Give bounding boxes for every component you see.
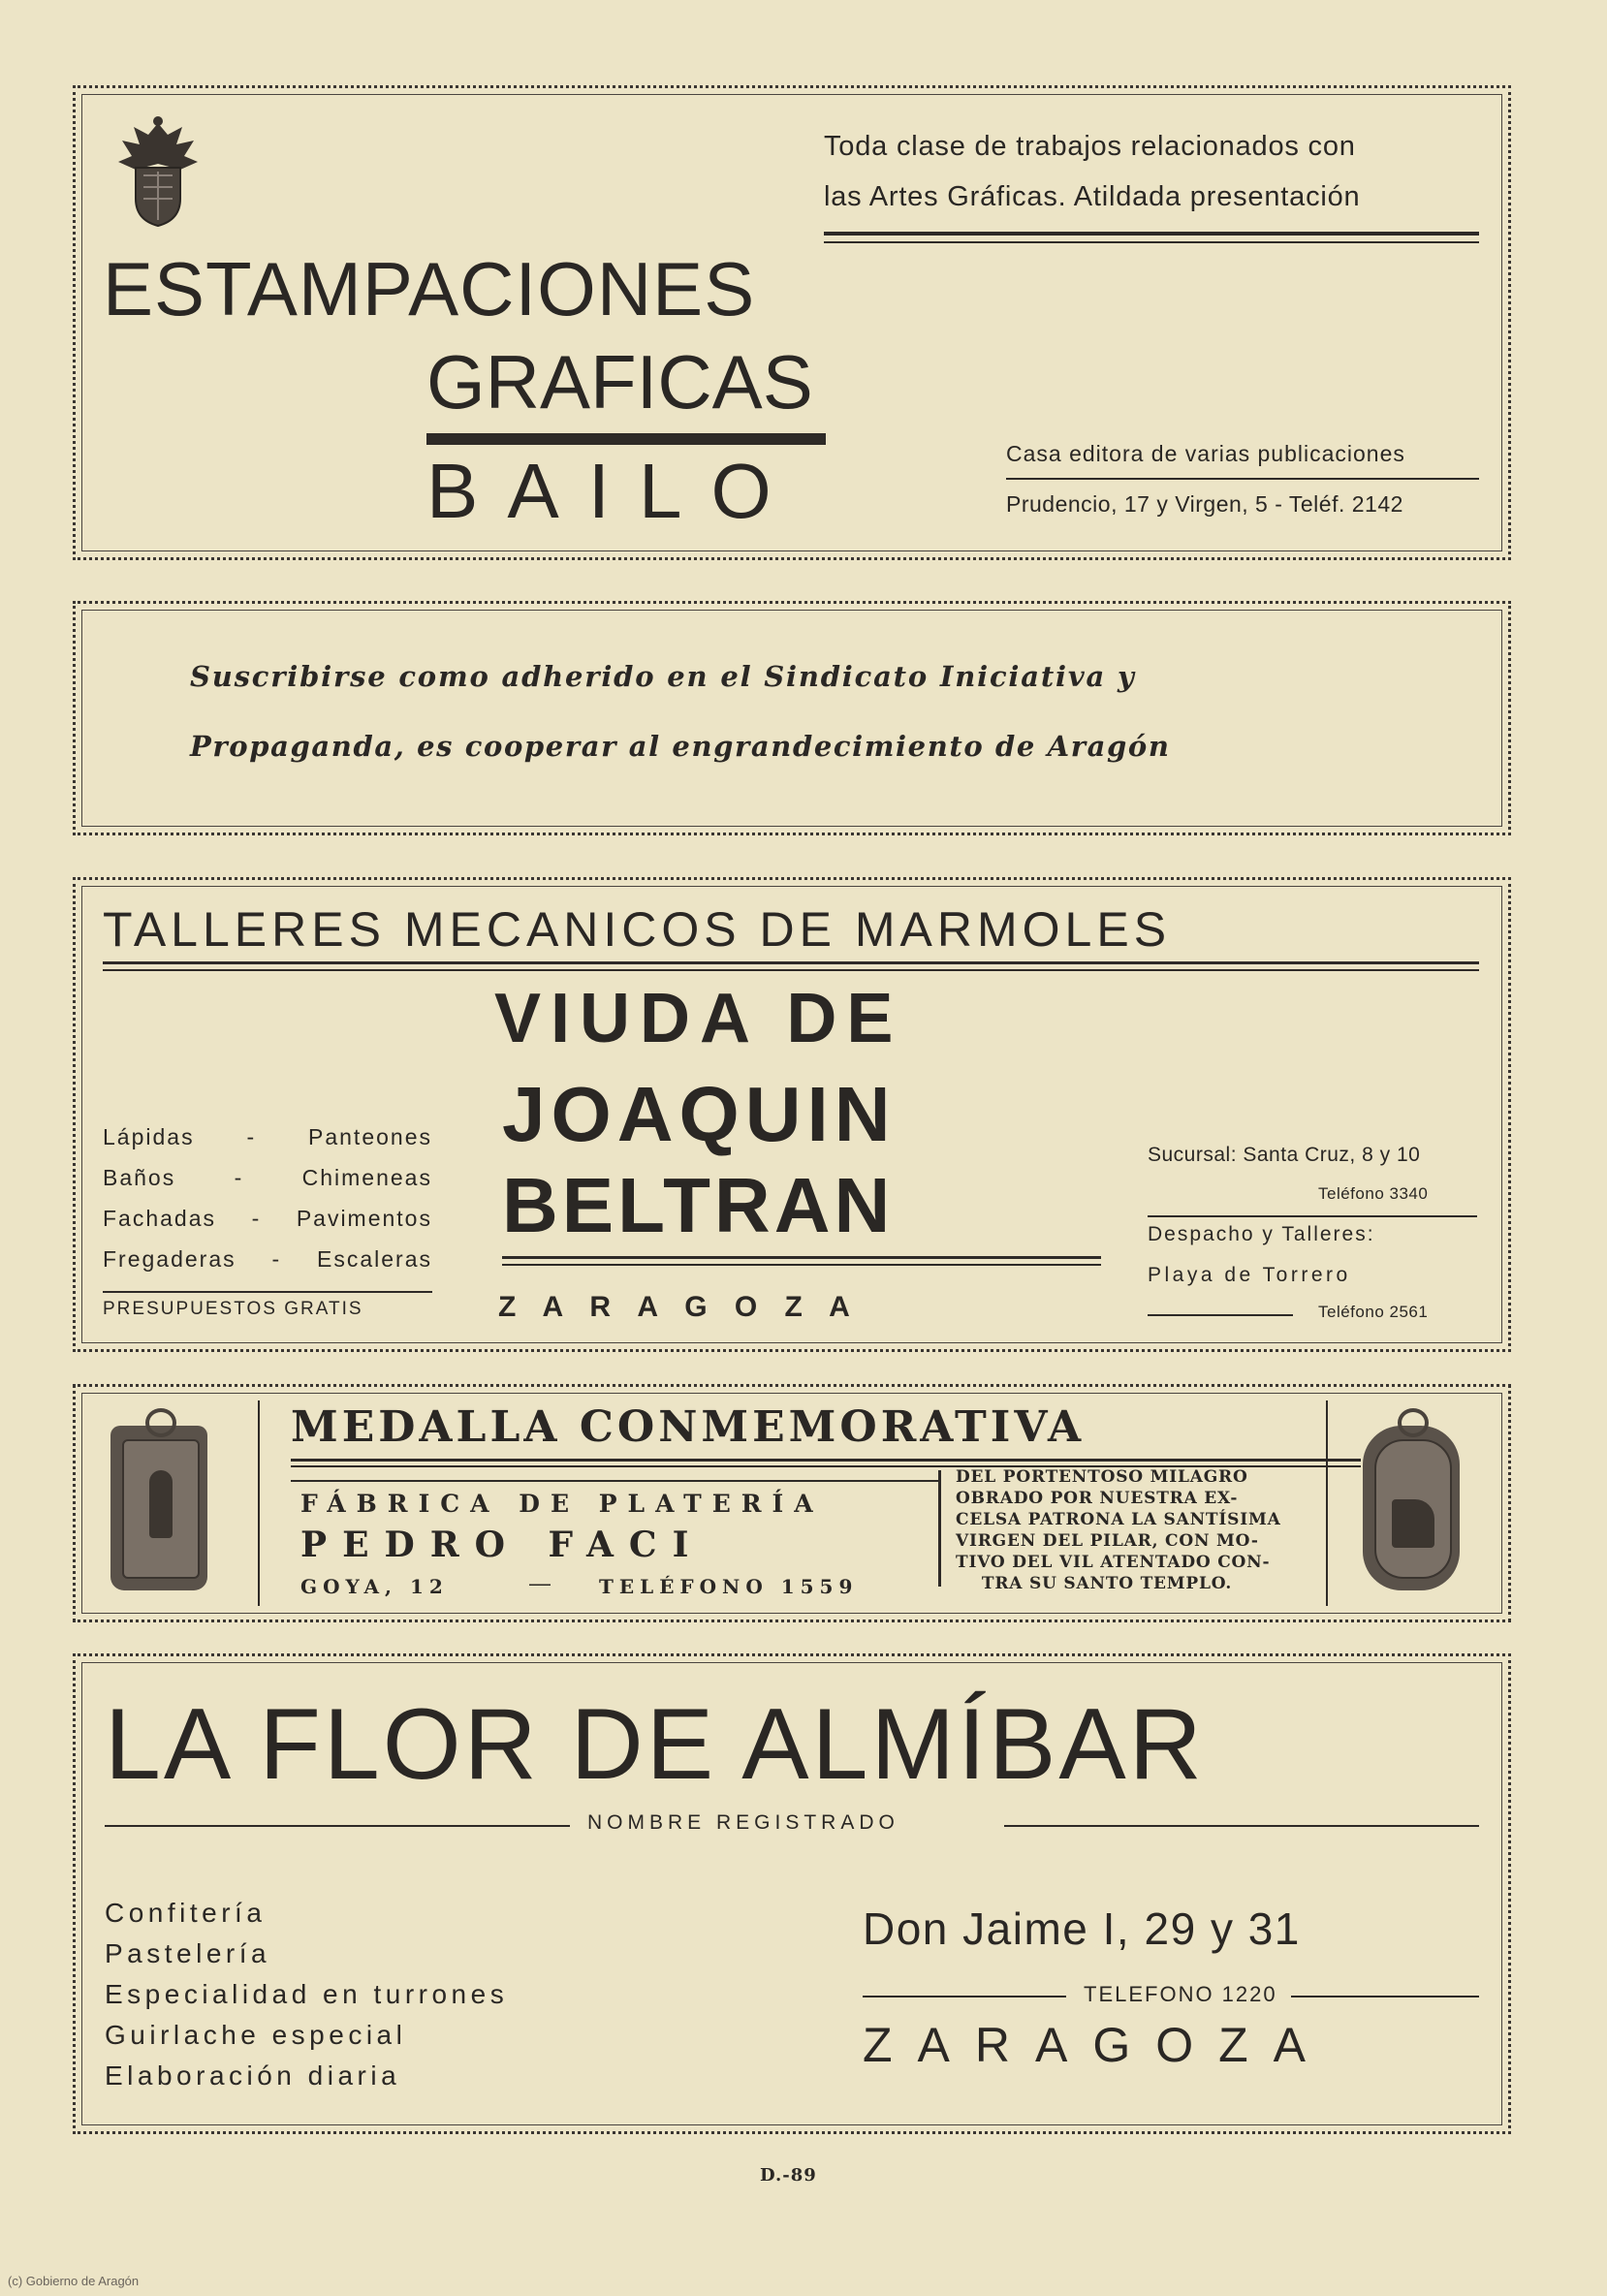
ad-medalla <box>73 1384 1511 1622</box>
tagline-line2: las Artes Gráficas. Atildada presentación <box>824 181 1361 212</box>
description-line: DEL PORTENTOSO MILAGRO <box>956 1467 1248 1487</box>
medal-figure <box>1392 1499 1434 1548</box>
address-text: Prudencio, 17 y Virgen, 5 - Teléf. 2142 <box>1006 491 1403 517</box>
factory-text: FÁBRICA DE PLATERÍA <box>300 1490 824 1518</box>
almibar-phone: TELEFONO 1220 <box>1084 1982 1277 2006</box>
service-dash: - <box>246 1124 257 1149</box>
office-phone: Teléfono 2561 <box>1318 1303 1429 1321</box>
almibar-title: LA FLOR DE ALMÍBAR <box>105 1688 1205 1801</box>
service-row <box>103 1198 432 1239</box>
services-rule <box>103 1291 432 1293</box>
heading-rule-2 <box>103 969 1479 971</box>
heading-rule-1 <box>103 961 1479 964</box>
service-row <box>103 1157 432 1198</box>
basilica-medal-icon <box>1363 1426 1460 1590</box>
medal-face <box>122 1439 200 1579</box>
product-item: Confitería <box>105 1898 267 1928</box>
factory-dash: — <box>529 1571 551 1595</box>
heraldic-eagle-crest-icon <box>105 115 211 230</box>
firm-name-3: BELTRAN <box>502 1162 895 1248</box>
medalla-description <box>956 1466 1281 1594</box>
owner-text: PEDRO FACI <box>300 1525 705 1565</box>
sindicato-line1: Suscribirse como adherido en el Sindicato Iniciativa y <box>190 660 1136 693</box>
branch-text: Sucursal: Santa Cruz, 8 y 10 <box>1148 1144 1421 1166</box>
firm-name-2: JOAQUIN <box>502 1071 897 1157</box>
branch-rule <box>1148 1215 1477 1217</box>
left-divider <box>258 1400 260 1606</box>
medalla-title: MEDALLA CONMEMORATIVA <box>291 1402 1086 1452</box>
title-rule-1 <box>291 1459 1361 1462</box>
service-name: Fregaderas <box>103 1246 236 1272</box>
medal-figure <box>149 1470 173 1538</box>
corner-rule-h <box>291 1480 938 1482</box>
medal-face <box>1374 1439 1452 1579</box>
company-name-line1: ESTAMPACIONES <box>103 246 756 331</box>
service-name: Baños <box>103 1165 176 1190</box>
firm-name-1: VIUDA DE <box>494 980 903 1057</box>
description-line: TIVO DEL VIL ATENTADO CON- <box>956 1553 1271 1572</box>
corner-rule-v <box>938 1470 941 1587</box>
description-line: CELSA PATRONA LA SANTÍSIMA <box>956 1510 1281 1529</box>
ad-sindicato <box>73 601 1511 835</box>
product-item: Pastelería <box>105 1938 271 1968</box>
ad-estampaciones-bailo <box>73 85 1511 560</box>
company-name-line2: GRAFICAS <box>426 339 813 425</box>
office-place: Playa de Torrero <box>1148 1264 1351 1286</box>
product-item: Guirlache especial <box>105 2020 407 2050</box>
firm-rule-2 <box>502 1264 1101 1266</box>
branch-phone: Teléfono 3340 <box>1318 1184 1429 1203</box>
registered-rule-left <box>105 1825 570 1827</box>
sindicato-line2: Propaganda, es cooperar al engrandecimiento de Aragón <box>190 730 1171 763</box>
service-row <box>103 1239 432 1279</box>
publisher-text: Casa editora de varias publicaciones <box>1006 441 1405 466</box>
registered-rule-right <box>1004 1825 1479 1827</box>
service-name: Panteones <box>308 1124 432 1149</box>
registered-text: NOMBRE REGISTRADO <box>587 1811 899 1834</box>
service-dash: - <box>271 1246 282 1272</box>
quote-text: PRESUPUESTOS GRATIS <box>103 1299 363 1319</box>
service-name: Lápidas <box>103 1124 195 1149</box>
virgin-medal-icon <box>110 1426 207 1590</box>
factory-address: GOYA, 12 <box>300 1575 449 1598</box>
company-name-line3: BAILO <box>426 448 801 534</box>
publisher-rule <box>1006 478 1479 480</box>
service-name: Escaleras <box>317 1246 432 1272</box>
service-name: Pavimentos <box>296 1206 432 1231</box>
description-line: TRA SU SANTO TEMPLO. <box>981 1574 1233 1593</box>
almibar-address: Don Jaime I, 29 y 31 <box>863 1903 1301 1954</box>
company-name-underline <box>426 433 826 445</box>
right-divider <box>1326 1400 1328 1606</box>
almibar-city: ZARAGOZA <box>863 2018 1332 2072</box>
talleres-heading: TALLERES MECANICOS DE MARMOLES <box>103 902 1172 957</box>
tagline-line1: Toda clase de trabajos relacionados con <box>824 131 1356 162</box>
firm-rule-1 <box>502 1256 1101 1259</box>
factory-phone: TELÉFONO 1559 <box>599 1575 859 1598</box>
service-row <box>103 1117 432 1157</box>
copyright-text: (c) Gobierno de Aragón <box>8 2274 140 2288</box>
service-name: Fachadas <box>103 1206 217 1231</box>
tagline-rule-2 <box>824 241 1479 243</box>
medal-ring <box>1398 1408 1429 1437</box>
firm-city: Z A R A G O Z A <box>498 1291 860 1323</box>
medal-ring <box>145 1408 176 1437</box>
service-dash: - <box>234 1165 244 1190</box>
products-list <box>105 1893 508 2096</box>
tagline-rule-1 <box>824 232 1479 236</box>
services-list <box>103 1117 432 1279</box>
phone-rule-right <box>1291 1996 1479 1997</box>
ad-talleres-marmoles <box>73 877 1511 1352</box>
description-line: VIRGEN DEL PILAR, CON MO- <box>956 1531 1259 1551</box>
phone-rule-left <box>863 1996 1066 1997</box>
ad-flor-almibar <box>73 1653 1511 2134</box>
description-line: OBRADO POR NUESTRA EX- <box>956 1489 1239 1508</box>
service-dash: - <box>251 1206 262 1231</box>
product-item: Elaboración diaria <box>105 2060 401 2091</box>
product-item: Especialidad en turrones <box>105 1979 509 2009</box>
service-name: Chimeneas <box>301 1165 432 1190</box>
office-text: Despacho y Talleres: <box>1148 1223 1375 1245</box>
page-number: D.-89 <box>760 2165 817 2186</box>
office-rule <box>1148 1314 1293 1316</box>
